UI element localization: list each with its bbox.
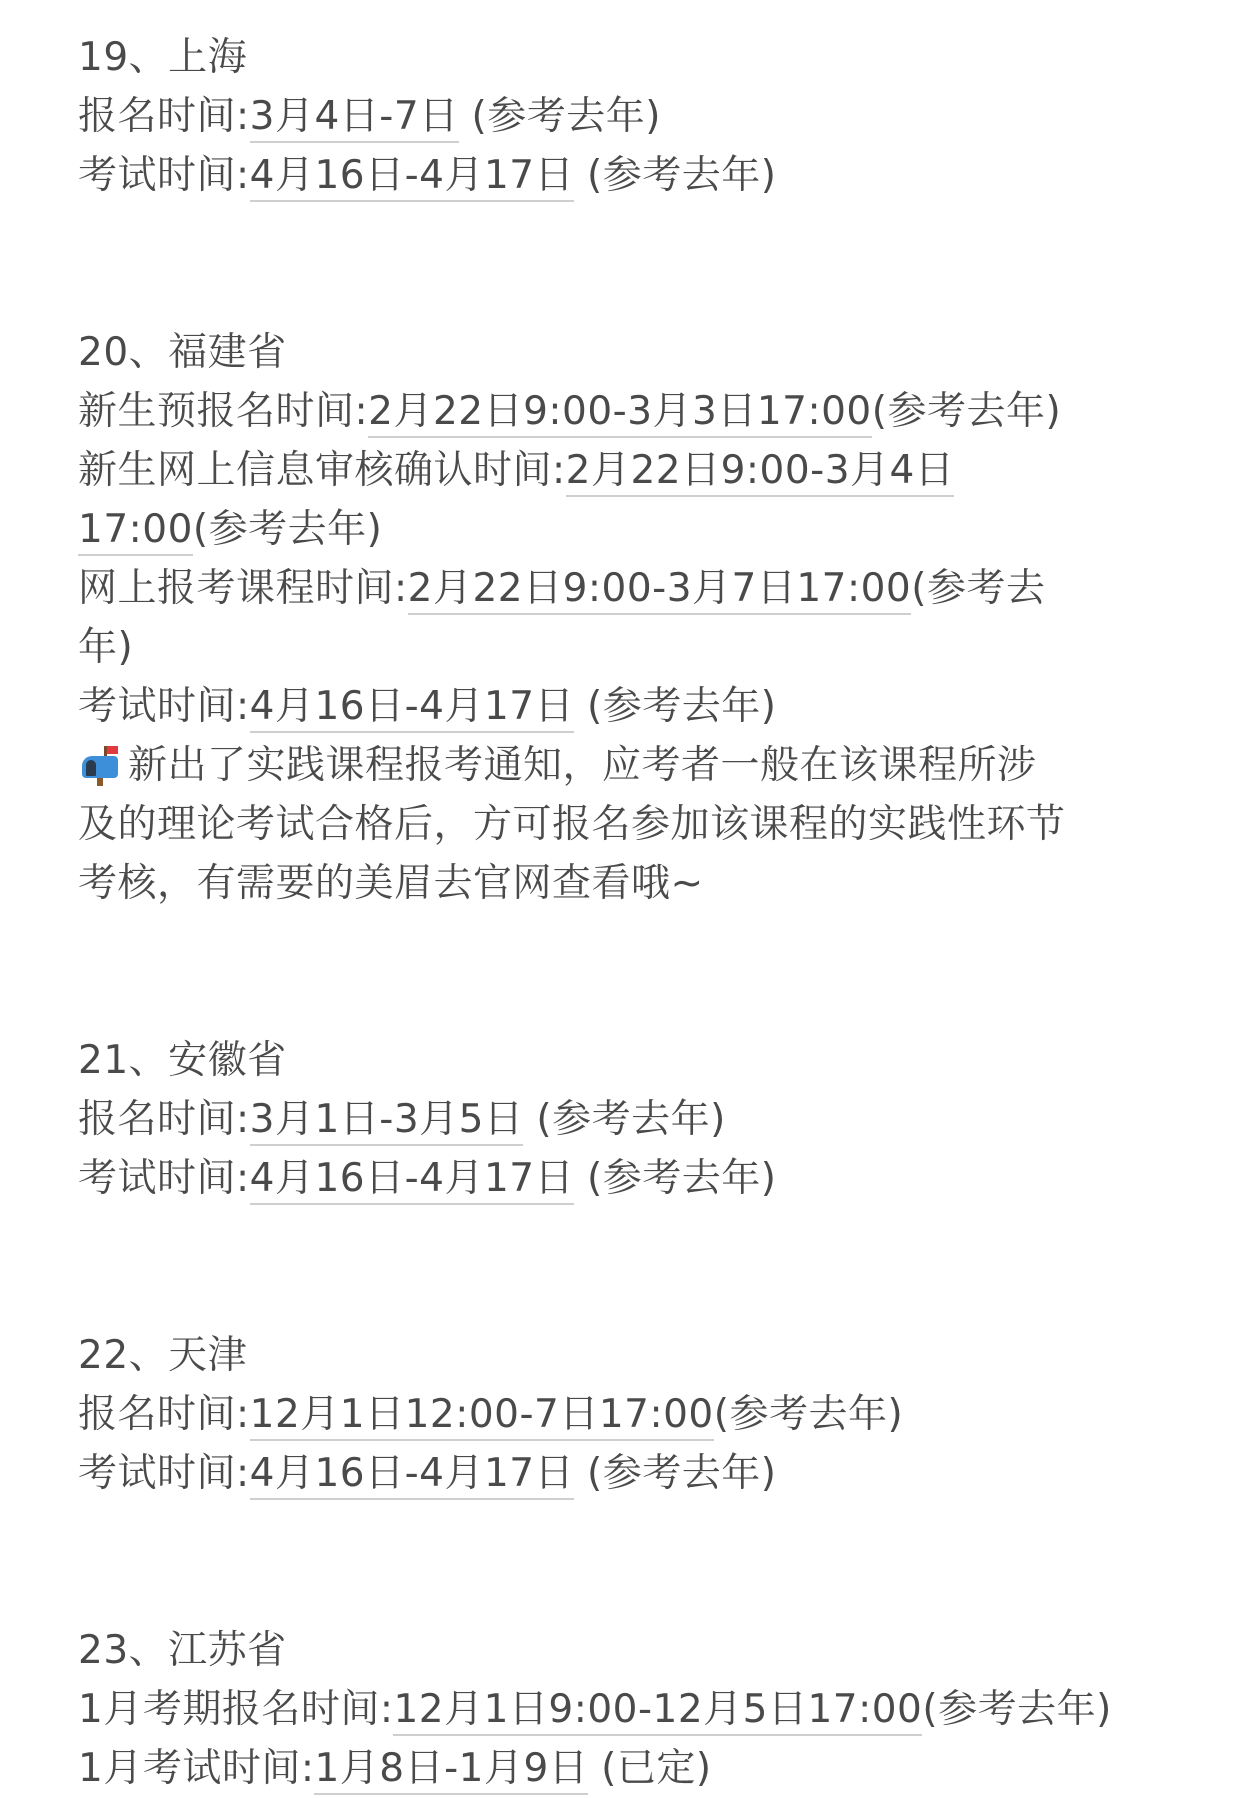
section-spacer — [78, 1208, 1208, 1326]
row-note: (参考去年) — [574, 1451, 777, 1496]
schedule-row — [78, 1385, 1208, 1444]
row-value: 17:00 — [78, 507, 193, 556]
section-title: 21、安徽省 — [78, 1038, 287, 1083]
row-note: (参考去 — [911, 566, 1046, 611]
row-label: 网上报考课程时间: — [78, 566, 408, 611]
row-value: 4月16日-4月17日 — [250, 684, 574, 733]
section-spacer — [78, 1503, 1208, 1621]
row-value: 12月1日12:00-7日17:00 — [250, 1392, 714, 1441]
row-label: 考试时间: — [78, 684, 250, 729]
row-note: (参考去年) — [192, 507, 383, 552]
notice-line: 及的理论考试合格后，方可报名参加该课程的实践性环节 — [78, 802, 1066, 847]
row-note: (参考去年) — [574, 684, 777, 729]
schedule-row — [78, 382, 1208, 441]
schedule-row — [78, 87, 1208, 146]
row-note: (参考去年) — [523, 1097, 726, 1142]
row-value: 4月16日-4月17日 — [250, 1156, 574, 1205]
section-title: 19、上海 — [78, 35, 248, 80]
row-label: 报名时间: — [78, 94, 250, 139]
row-value: 3月4日-7日 — [250, 94, 459, 143]
exam-schedule-document — [78, 28, 1208, 1798]
row-note: (参考去年) — [458, 94, 661, 139]
row-label: 新生网上信息审核确认时间: — [78, 448, 566, 493]
row-label: 报名时间: — [78, 1392, 250, 1437]
row-label: 考试时间: — [78, 153, 250, 198]
mailbox-icon — [78, 744, 122, 784]
schedule-row — [78, 441, 1208, 500]
row-label: 考试时间: — [78, 1451, 250, 1496]
schedule-row-continued — [78, 618, 1208, 677]
schedule-row — [78, 1149, 1208, 1208]
row-value: 2月22日9:00-3月7日17:00 — [408, 566, 912, 615]
section-spacer — [78, 913, 1208, 1031]
row-value: 1月8日-1月9日 — [314, 1746, 588, 1795]
row-value: 2月22日9:00-3月3日17:00 — [368, 389, 872, 438]
row-value: 12月1日9:00-12月5日17:00 — [393, 1687, 922, 1736]
notice-text — [78, 736, 1208, 795]
section-title: 20、福建省 — [78, 330, 287, 375]
row-value: 3月1日-3月5日 — [250, 1097, 524, 1146]
section-spacer — [78, 205, 1208, 323]
notice-line: 新出了实践课程报考通知，应考者一般在该课程所涉 — [128, 743, 1037, 788]
row-label: 1月考试时间: — [78, 1746, 315, 1791]
row-note: (参考去年) — [713, 1392, 904, 1437]
row-value: 4月16日-4月17日 — [250, 153, 574, 202]
row-note: (参考去年) — [574, 1156, 777, 1201]
row-label: 报名时间: — [78, 1097, 250, 1142]
row-value: 4月16日-4月17日 — [250, 1451, 574, 1500]
notice-text — [78, 854, 1208, 913]
schedule-row — [78, 1090, 1208, 1149]
row-note: (已定) — [588, 1746, 712, 1791]
row-note: 年) — [78, 625, 134, 670]
row-value: 2月22日9:00-3月4日 — [566, 448, 955, 497]
schedule-row-continued — [78, 500, 1208, 559]
schedule-row — [78, 559, 1208, 618]
row-note: (参考去年) — [871, 389, 1062, 434]
section-title: 23、江苏省 — [78, 1628, 287, 1673]
row-note: (参考去年) — [922, 1687, 1112, 1732]
row-note: (参考去年) — [574, 153, 777, 198]
row-label: 考试时间: — [78, 1156, 250, 1201]
schedule-row — [78, 1739, 1208, 1798]
notice-text — [78, 795, 1208, 854]
schedule-row — [78, 677, 1208, 736]
notice-line: 考核，有需要的美眉去官网查看哦~ — [78, 861, 704, 906]
schedule-row — [78, 1680, 1208, 1739]
section-title: 22、天津 — [78, 1333, 248, 1378]
row-label: 1月考期报名时间: — [78, 1687, 394, 1732]
schedule-row — [78, 1444, 1208, 1503]
schedule-row — [78, 146, 1208, 205]
row-label: 新生预报名时间: — [78, 389, 369, 434]
